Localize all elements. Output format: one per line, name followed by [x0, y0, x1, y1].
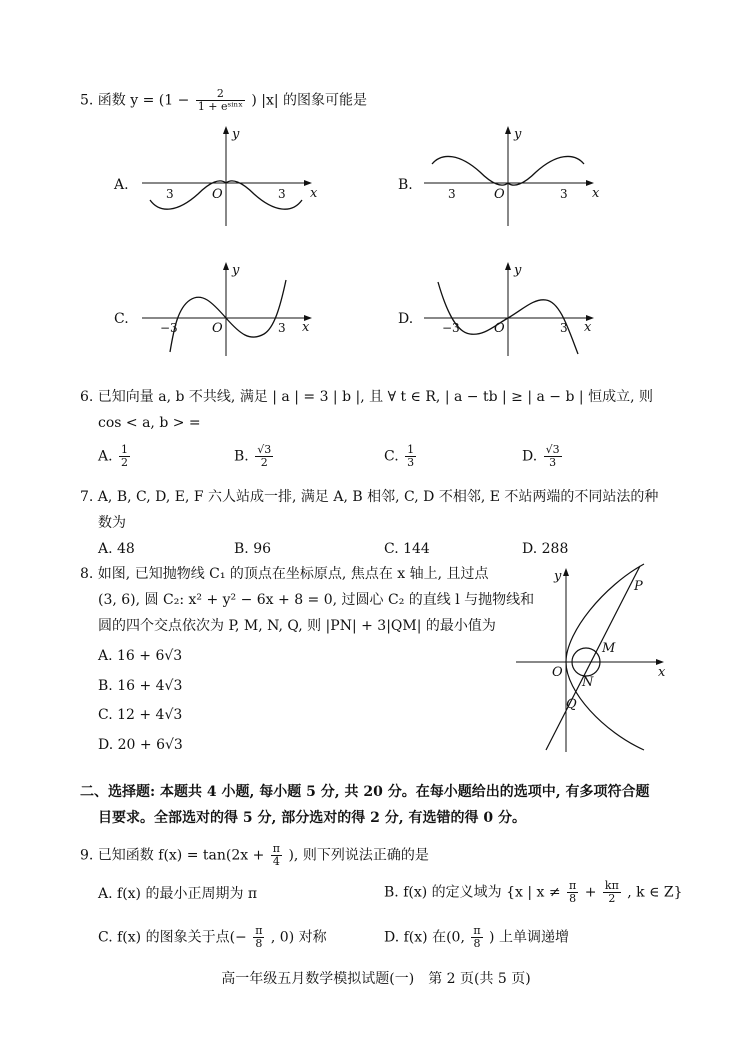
q5-graph-b [422, 122, 602, 230]
q5d-y-label: y [514, 263, 522, 278]
q7-option-d: D. 288 [522, 541, 569, 557]
q5-suffix: ) |x| 的图象可能是 [251, 92, 368, 109]
q5-option-c-label: C. [114, 311, 129, 327]
q6-option-a [98, 444, 132, 469]
q7-option-b: B. 96 [234, 541, 272, 557]
q9-option-d [384, 925, 569, 950]
q5a-origin: O [212, 187, 223, 202]
q6-d-num: √3 [545, 443, 560, 456]
q5-frac-den: 1 + eˢⁱⁿˣ [197, 100, 243, 113]
q6-option-b [234, 444, 275, 469]
q5c-x-label: x [302, 320, 310, 335]
q6-line1: 6. 已知向量 a, b 不共线, 满足 | a | = 3 | b |, 且 ∀ t ∈ R, | a − tb | ≥ | a − b | 恒成立, 则 [80, 389, 653, 405]
section2-line2: 目要求。全部选对的得 5 分, 部分选对的得 2 分, 有选错的得 0 分。 [98, 810, 526, 826]
q6-option-c-label: C. [384, 448, 399, 465]
q5-stem [80, 88, 367, 113]
q9-option-b [384, 880, 683, 905]
q5c-left-tick: −3 [160, 321, 178, 335]
q6-option-a-label: A. [98, 448, 113, 465]
q8-line1: 8. 如图, 已知抛物线 C₁ 的顶点在坐标原点, 焦点在 x 轴上, 且过点 [80, 566, 489, 582]
q6-line2: cos < a, b > = [98, 415, 201, 431]
q9-c-prefix: C. f(x) 的图象关于点(− [98, 929, 247, 946]
q9-b-prefix: B. f(x) 的定义域为 {x | x ≠ [384, 884, 561, 901]
q5-prefix: 5. 函数 y = (1 − [80, 92, 190, 109]
q9-b-f2-num: kπ [604, 879, 619, 892]
q5-option-d-label: D. [398, 311, 414, 327]
q9-d-den: 8 [473, 937, 481, 950]
q7-option-a: A. 48 [98, 541, 135, 557]
q9-option-a: A. f(x) 的最小正周期为 π [98, 886, 258, 902]
q5b-right-tick: 3 [560, 187, 568, 201]
q5b-origin: O [494, 187, 505, 202]
q6-b-den: 2 [260, 456, 268, 469]
q5c-y-label: y [232, 263, 240, 278]
q5-graph-a [140, 122, 320, 230]
q9-d-prefix: D. f(x) 在(0, [384, 929, 465, 946]
q9-b-f1-num: π [569, 879, 577, 892]
q8-option-c: C. 12 + 4√3 [98, 707, 183, 723]
q9-b-suffix: , k ∈ Z} [627, 884, 683, 901]
q5a-right-tick: 3 [278, 187, 286, 201]
q5c-right-tick: 3 [278, 321, 286, 335]
q9-stem [80, 843, 429, 868]
q6-option-b-label: B. [234, 448, 249, 465]
q9-frac-den: 4 [272, 855, 280, 868]
q6-option-c [384, 444, 418, 469]
q5-fraction [196, 88, 245, 113]
q6-d-den: 3 [549, 456, 557, 469]
q5c-origin: O [212, 321, 223, 336]
q5-option-b-label: B. [398, 177, 413, 193]
q5d-right-tick: 3 [560, 321, 568, 335]
q9-b-f2-den: 2 [608, 892, 616, 905]
q9-c-suffix: , 0) 对称 [270, 929, 327, 946]
q6-option-d [522, 444, 564, 469]
page-footer: 高一年级五月数学模拟试题(一) 第 2 页(共 5 页) [221, 971, 531, 987]
q6-b-num: √3 [257, 443, 272, 456]
section2-line1: 二、选择题: 本题共 4 小题, 每小题 5 分, 共 20 分。在每小题给出的选项中, 有多项符合题 [80, 784, 650, 800]
q5b-left-tick: 3 [448, 187, 456, 201]
q8-origin-label: O [552, 665, 563, 680]
q9-c-num: π [255, 924, 263, 937]
q9-option-c [98, 925, 327, 950]
q8-option-d: D. 20 + 6√3 [98, 737, 183, 753]
q9-b-f1-den: 8 [569, 892, 577, 905]
q8-point-q: Q [566, 697, 577, 712]
q8-line3: 圆的四个交点依次为 P, M, N, Q, 则 |PN| + 3|QM| 的最小值为 [98, 618, 496, 634]
q9-suffix: ), 则下列说法正确的是 [288, 847, 429, 864]
q6-option-d-label: D. [522, 448, 538, 465]
q7-option-c: C. 144 [384, 541, 430, 557]
q7-line2: 数为 [98, 515, 126, 531]
q5d-left-tick: −3 [442, 321, 460, 335]
q8-x-label: x [658, 665, 666, 680]
q5d-origin: O [494, 321, 505, 336]
q9-c-den: 8 [255, 937, 263, 950]
q5d-x-label: x [584, 320, 592, 335]
q5-frac-num: 2 [196, 88, 245, 101]
q5-option-a-label: A. [114, 177, 129, 193]
q5a-left-tick: 3 [166, 187, 174, 201]
q6-c-num: 1 [407, 443, 415, 456]
q6-a-den: 2 [121, 456, 129, 469]
q9-d-num: π [473, 924, 481, 937]
q5a-y-label: y [232, 127, 240, 142]
q9-prefix: 9. 已知函数 f(x) = tan(2x + [80, 847, 265, 864]
q8-option-b: B. 16 + 4√3 [98, 678, 183, 694]
q9-b-mid: + [584, 884, 597, 901]
q9-frac-num: π [272, 842, 281, 855]
q8-figure [514, 560, 674, 756]
q8-point-n: N [582, 675, 594, 690]
q5b-x-label: x [592, 186, 600, 201]
q5-graph-d [422, 258, 602, 358]
q8-option-a: A. 16 + 6√3 [98, 648, 183, 664]
q9-d-suffix: ) 上单调递增 [489, 929, 569, 946]
q6-c-den: 3 [407, 456, 415, 469]
q7-line1: 7. A, B, C, D, E, F 六人站成一排, 满足 A, B 相邻, C, D 不相邻, E 不站两端的不同站法的种 [80, 489, 659, 505]
q5a-x-label: x [310, 186, 318, 201]
q8-line2: (3, 6), 圆 C₂: x² + y² − 6x + 8 = 0, 过圆心 C₂ 的直线 l 与抛物线和 [98, 592, 535, 608]
q8-y-label: y [554, 569, 562, 584]
q8-point-m: M [602, 641, 616, 656]
q8-point-p: P [634, 579, 643, 594]
q5-graph-c [140, 258, 320, 358]
q6-a-num: 1 [121, 443, 129, 456]
q5b-y-label: y [514, 127, 522, 142]
